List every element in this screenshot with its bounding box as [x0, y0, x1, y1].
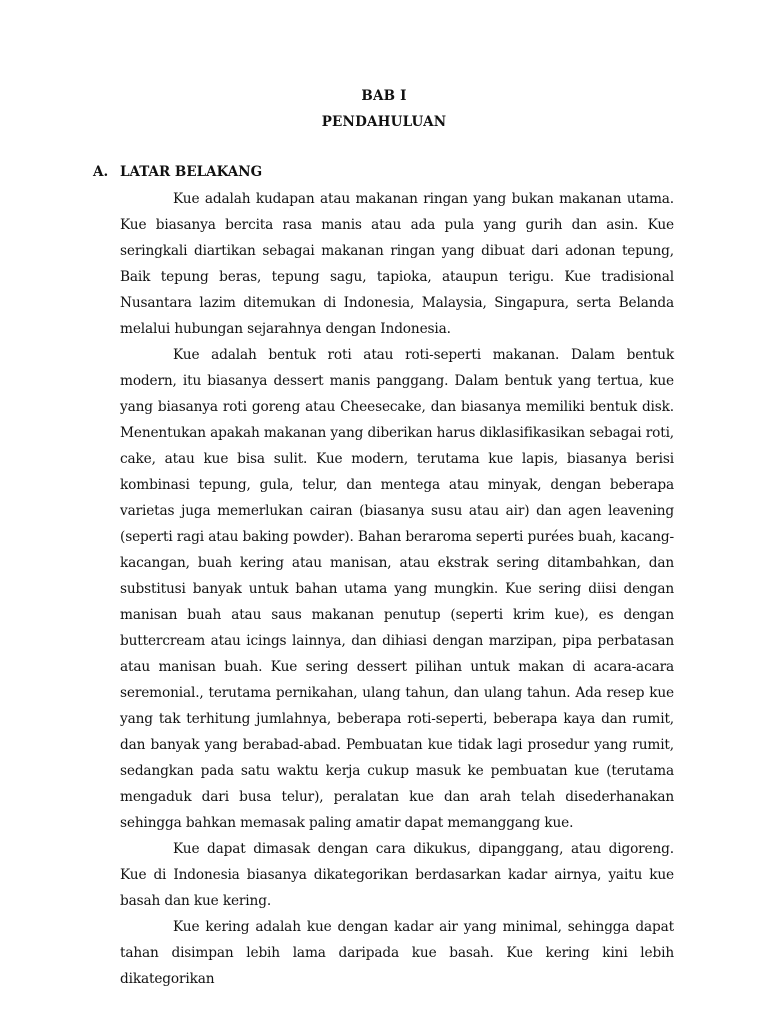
- paragraph: Kue adalah kudapan atau makanan ringan yang bukan makanan utama. Kue biasanya bercita rasa manis atau ada pula yang gurih dan asin. Kue seringkali diartikan sebagai makanan ringan yang dibuat dari adonan tepung, Baik tepung beras, tepung sagu, tapioka, ataupun terigu. Kue tradisional Nusantara lazim ditemukan di Indonesia, Malaysia, Singapura, serta Belanda melalui hubungan sejarahnya dengan Indonesia.: [120, 191, 674, 337]
- section-heading: [93, 164, 262, 180]
- section-title: LATAR BELAKANG: [120, 164, 263, 180]
- paragraph: Kue adalah bentuk roti atau roti-seperti makanan. Dalam bentuk modern, itu biasanya dessert manis panggang. Dalam bentuk yang tertua, kue yang biasanya roti goreng atau Cheesecake, dan biasanya memiliki bentuk disk. Menentukan apakah makanan yang diberikan harus diklasifikasikan sebagai roti, cake, atau kue bisa sulit. Kue modern, terutama kue lapis, biasanya berisi kombinasi tepung, gula, telur, dan mentega atau minyak, dengan beberapa varietas juga memerlukan cairan (biasanya susu atau air) dan agen leavening (seperti ragi atau baking powder). Bahan beraroma seperti purées buah, kacang-kacangan, buah kering atau manisan, atau ekstrak sering ditambahkan, dan substitusi banyak untuk bahan utama yang mungkin. Kue sering diisi dengan manisan buah atau saus makanan penutup (seperti krim kue), es dengan buttercream atau icings lainnya, dan dihiasi dengan marzipan, pipa perbatasan atau manisan buah. Kue sering dessert pilihan untuk makan di acara-acara seremonial., terutama pernikahan, ulang tahun, dan ulang tahun. Ada resep kue yang tak terhitung jumlahnya, beberapa roti-seperti, beberapa kaya dan rumit, dan banyak yang berabad-abad. Pembuatan kue tidak lagi prosedur yang rumit, sedangkan pada satu waktu kerja cukup masuk ke pembuatan kue (terutama mengaduk dari busa telur), peralatan kue dan arah telah disederhanakan sehingga bahkan memasak paling amatir dapat memanggang kue.: [120, 347, 674, 831]
- section-letter: A.: [93, 164, 109, 180]
- body-text: [120, 186, 674, 992]
- chapter-title: PENDAHULUAN: [321, 114, 447, 130]
- chapter-heading: BAB I: [361, 88, 407, 104]
- paragraph: Kue kering adalah kue dengan kadar air yang minimal, sehingga dapat tahan disimpan lebih lama daripada kue basah. Kue kering kini lebih dikategorikan: [120, 919, 674, 987]
- paragraph: Kue dapat dimasak dengan cara dikukus, dipanggang, atau digoreng. Kue di Indonesia biasanya dikategorikan berdasarkan kadar airnya, yaitu kue basah dan kue kering.: [120, 841, 674, 909]
